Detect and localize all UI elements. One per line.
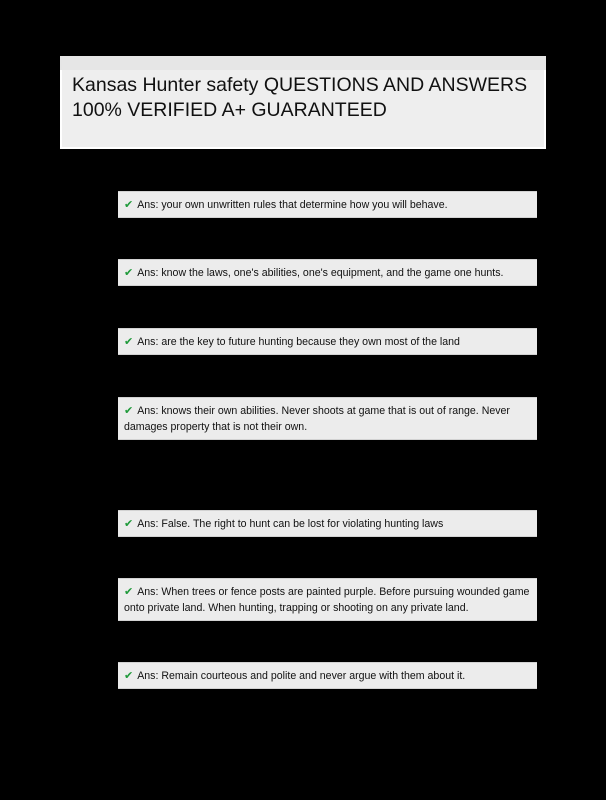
check-icon: ✔ xyxy=(124,669,134,682)
check-icon: ✔ xyxy=(124,266,134,279)
answer-text: Ans: When trees or fence posts are painted purple. Before pursuing wounded game onto private land. When hunting, trapping or shooting on any private land. xyxy=(124,586,530,614)
answer-box-2 xyxy=(118,259,537,286)
answer-text: Ans: knows their own abilities. Never shoots at game that is out of range. Never damages property that is not their own. xyxy=(124,405,510,433)
title-card-topbar xyxy=(60,56,546,70)
answer-box-6 xyxy=(118,578,537,621)
check-icon: ✔ xyxy=(124,404,134,417)
title-card xyxy=(60,56,546,149)
document-title: Kansas Hunter safety QUESTIONS AND ANSWERS 100% VERIFIED A+ GUARANTEED xyxy=(72,74,528,121)
answer-box-5 xyxy=(118,510,537,537)
answer-box-3 xyxy=(118,328,537,355)
answer-text: Ans: Remain courteous and polite and never argue with them about it. xyxy=(137,670,466,682)
answer-text: Ans: know the laws, one's abilities, one's equipment, and the game one hunts. xyxy=(137,267,504,279)
answer-text: Ans: False. The right to hunt can be lost for violating hunting laws xyxy=(137,518,444,530)
answer-box-7 xyxy=(118,662,537,689)
check-icon: ✔ xyxy=(124,198,134,211)
check-icon: ✔ xyxy=(124,585,134,598)
check-icon: ✔ xyxy=(124,517,134,530)
answer-box-4 xyxy=(118,397,537,440)
check-icon: ✔ xyxy=(124,335,134,348)
answer-text: Ans: are the key to future hunting because they own most of the land xyxy=(137,336,460,348)
answer-box-1 xyxy=(118,191,537,218)
answer-text: Ans: your own unwritten rules that determine how you will behave. xyxy=(137,199,448,211)
